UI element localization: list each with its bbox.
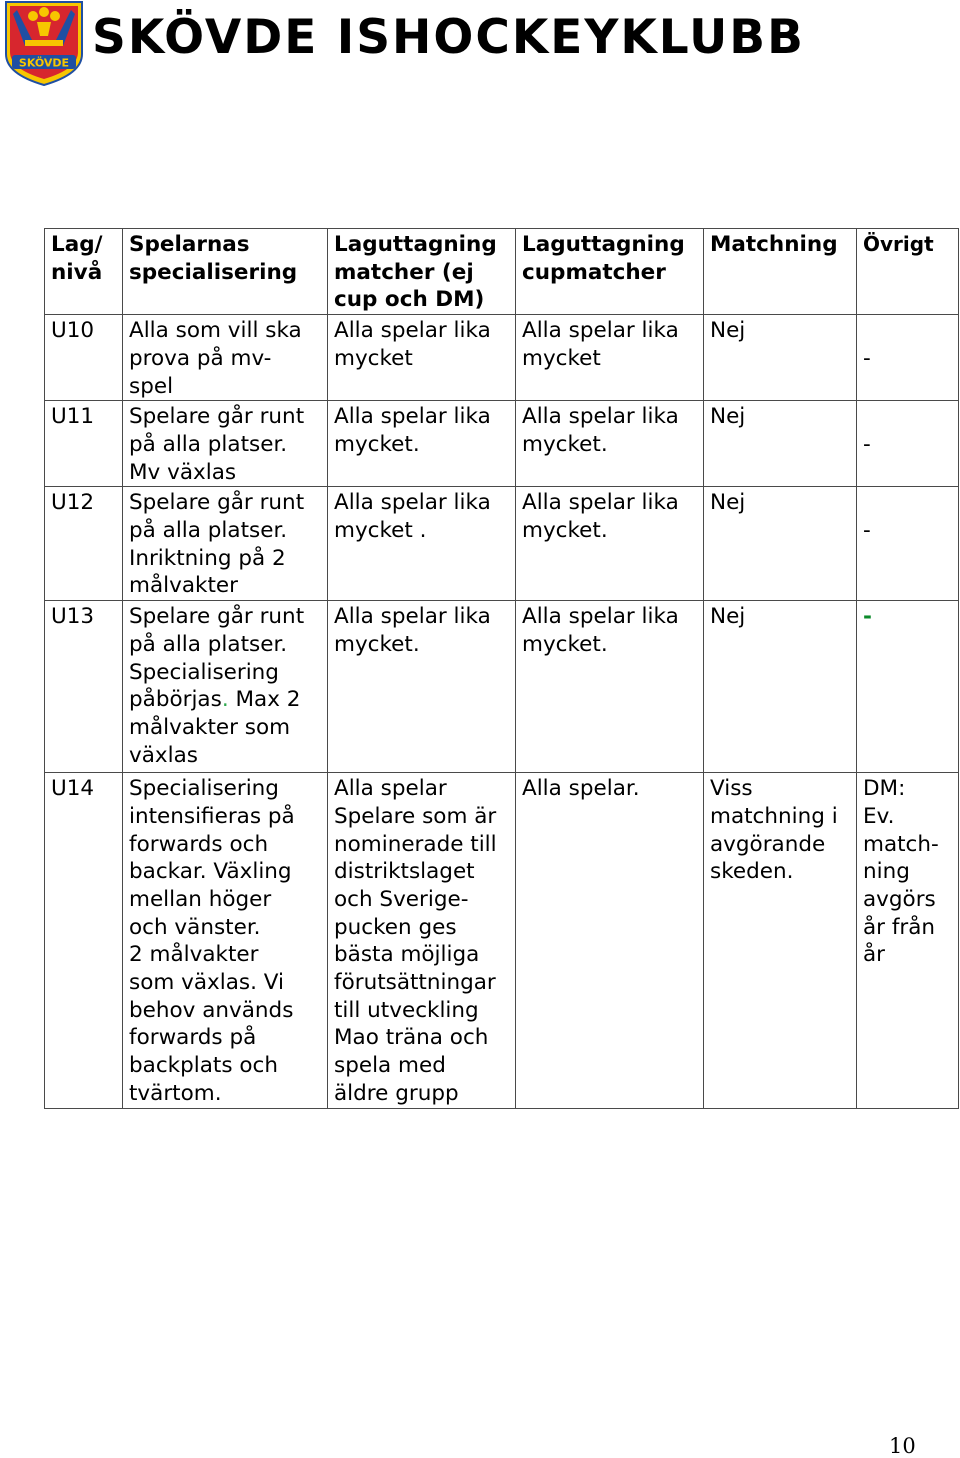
- table-row-u10: [45, 315, 959, 401]
- cell-specialization: Spelare går runt på alla platser. Specialisering påbörjas. Max 2 målvakter som växlas: [123, 601, 328, 773]
- table-header-row: [45, 229, 959, 315]
- cell-other: DM: Ev. match- ning avgörs år från år: [857, 773, 959, 1108]
- cell-selection-cup: Alla spelar lika mycket.: [516, 487, 704, 601]
- cell-selection-matches: Alla spelar lika mycket: [328, 315, 516, 401]
- cell-selection-cup: Alla spelar.: [516, 773, 704, 1108]
- logo-text: SKÖVDE: [18, 56, 70, 70]
- cell-level: U10: [45, 315, 123, 401]
- page-number: 10: [889, 1434, 916, 1458]
- column-header-other: Övrigt: [857, 229, 959, 315]
- cell-selection-cup: Alla spelar lika mycket.: [516, 401, 704, 487]
- table-row-u11: [45, 401, 959, 487]
- cell-other: -: [857, 315, 959, 401]
- cell-selection-matches: Alla spelar lika mycket.: [328, 601, 516, 773]
- club-logo: [3, 0, 85, 86]
- cell-level: U13: [45, 601, 123, 773]
- cell-other: -: [857, 601, 959, 773]
- table-row-u13: [45, 601, 959, 773]
- player-development-table: [44, 228, 959, 1109]
- cell-selection-cup: Alla spelar lika mycket: [516, 315, 704, 401]
- cell-matching: Nej: [704, 315, 857, 401]
- cell-matching: Viss matchning i avgörande skeden.: [704, 773, 857, 1108]
- cell-level: U12: [45, 487, 123, 601]
- cell-level: U11: [45, 401, 123, 487]
- cell-selection-matches: Alla spelar lika mycket.: [328, 401, 516, 487]
- column-header-selection-cup: Laguttagning cupmatcher: [516, 229, 704, 315]
- cell-matching: Nej: [704, 401, 857, 487]
- cell-specialization: Spelare går runt på alla platser. Mv växlas: [123, 401, 328, 487]
- cell-other: -: [857, 401, 959, 487]
- cell-selection-matches: Alla spelar lika mycket .: [328, 487, 516, 601]
- cell-selection-matches: Alla spelar Spelare som är nominerade till distriktslaget och Sverige- pucken ges bästa möjliga förutsättningar till utveckling Mao träna och spela med äldre grupp: [328, 773, 516, 1108]
- table-row-u12: [45, 487, 959, 601]
- cell-other: -: [857, 487, 959, 601]
- column-header-specialization: Spelarnas specialisering: [123, 229, 328, 315]
- cell-level: U14: [45, 773, 123, 1108]
- cell-specialization: Specialisering intensifieras på forwards och backar. Växling mellan höger och vänster. 2 målvakter som växlas. Vi behov används forwards på backplats och tvärtom.: [123, 773, 328, 1108]
- column-header-level: Lag/ nivå: [45, 229, 123, 315]
- cell-matching: Nej: [704, 487, 857, 601]
- cell-specialization: Alla som vill ska prova på mv- spel: [123, 315, 328, 401]
- column-header-selection-matches: Laguttagning matcher (ej cup och DM): [328, 229, 516, 315]
- table-row-u14: [45, 773, 959, 1108]
- club-title: SKÖVDE ISHOCKEYKLUBB: [92, 10, 805, 65]
- column-header-matching: Matchning: [704, 229, 857, 315]
- cell-selection-cup: Alla spelar lika mycket.: [516, 601, 704, 773]
- cell-matching: Nej: [704, 601, 857, 773]
- cell-specialization: Spelare går runt på alla platser. Inriktning på 2 målvakter: [123, 487, 328, 601]
